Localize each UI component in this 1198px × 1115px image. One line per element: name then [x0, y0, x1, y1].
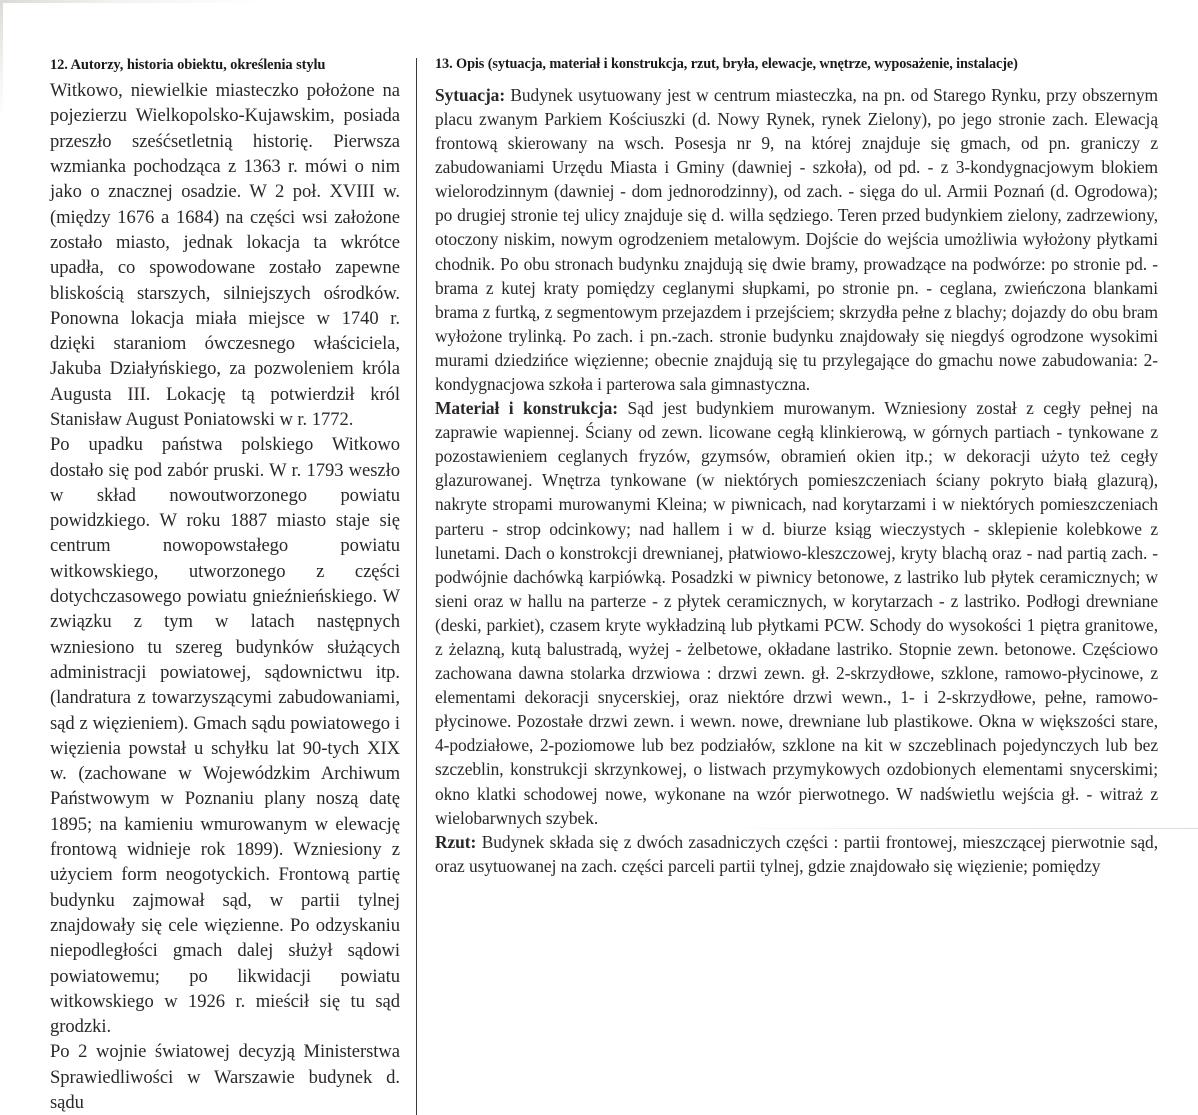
subsection-sytuacja	[435, 83, 1158, 396]
column-left-section-12	[50, 56, 416, 1115]
subsection-rzut	[435, 830, 1158, 878]
scan-edge-left	[0, 0, 3, 118]
column-right-section-13	[417, 56, 1158, 878]
subsection-rzut-text: Budynek składa się z dwóch zasadniczych części : partii frontowej, mieszczącej pierwotnie sąd, oraz usytuowanej na zach. części parceli partii tylnej, gdzie znajdowało się więzienie; pomiędzy	[435, 831, 1158, 876]
subsection-sytuacja-label: Sytuacja:	[435, 84, 506, 105]
scan-edge-top	[0, 0, 1198, 3]
subsection-material-i-konstrukcja-text: Sąd jest budynkiem murowanym. Wzniesiony został z cegły pełnej na zaprawie wapiennej. Ściany od zewn. licowane cegłą klinkierową, w górnych partiach - tynkowane z pozostawieniem ceglanych fryzów, gzymsów, obramień okien itp.; w dekoracji użyto też cegły glazurowanej. Wnętrza tynkowane (w niektórych pomieszczeniach ściany pokryto białą glazurą), nakryte stropami murowanymi Kleina; w piwnicach, nad korytarzami i w niektórych pomieszczeniach parteru - strop odcinkowy; nad hallem i w d. biurze ksiąg wieczystych - sklepienie kolebkowe z lunetami. Dach o konstrokcji drewnianej, płatwiowo-kleszczowej, kryty blachą oraz - nad partią zach. - podwójnie dachówką karpiówką. Posadzki w piwnicy betonowe, z lastriko lub płytek ceramicznych; w sieni oraz w hallu na parterze - z płytek ceramicznych, w korytarzach - z lastriko. Podłogi drewniane (deski, parkiet), czasem kryte wykładziną lub płytkami PCW. Schody do wysokości 1 piętra granitowe, z żelazną, kutą balustradą, wyżej - żelbetowe, okładane lastriko. Stopnie zewn. betonowe. Częściowo zachowana dawna stolarka drzwiowa : drzwi zewn. gł. 2-skrzydłowe, szklone, ramowo-płycinowe, z elementami dekoracji snycerskiej, oraz niektóre drzwi wewn., 1- i 2-skrzydłowe, pełne, ramowo-płycinowe. Pozostałe drzwi zewn. i wewn. nowe, drewniane lub plastikowe. Okna w większości stare, 4-podziałowe, 2-poziomowe lub bez podziałów, szklone na kit w szczeblinach pojedynczych lub bez szczeblin, konstrukcji skrzynkowej, o listwach przymykowych ozdobionych elementami snycerskimi; okno klatki schodowej nowe, wykonane na wzór pierwotnego. W nadświetlu wejścia gł. - witraż z wielobarwnych szybek.	[435, 398, 1159, 828]
subsection-material-i-konstrukcja-label: Materiał i konstrukcja:	[435, 398, 619, 419]
section-12-heading: 12. Autorzy, historia obiektu, określenia stylu	[50, 57, 326, 73]
subsection-material-i-konstrukcja	[435, 396, 1158, 830]
section-12-paragraph-1: Witkowo, niewielkie miasteczko położone na pojezierzu Wielkopolsko-Kujawskim, posiada przeszło sześćsetletnią historię. Pierwsza wzmianka pochodząca z 1363 r. mówi o nim jako o znacznej osadzie. W 2 poł. XVIII w. (między 1676 a 1684) na części wsi założone zostało miasto, jednak lokacja ta wkrótce upadła, co spowodowane zostało zapewne bliskością starszych, silniejszych ośrodków. Ponowna lokacja miała miejsce w 1740 r. dzięki staraniom ówczesnego właściciela, Jakuba Działyńskiego, za pozwoleniem króla Augusta III. Lokację tą potwierdził król Stanisław August Poniatowski w r. 1772.	[50, 80, 400, 430]
section-13-heading: 13. Opis (sytuacja, materiał i konstrukcja, rzut, bryła, elewacje, wnętrze, wyposażenie, instalacje)	[435, 56, 1018, 72]
two-column-layout	[50, 56, 1158, 1115]
subsection-rzut-label: Rzut:	[435, 831, 477, 852]
section-12-paragraph-2: Po upadku państwa polskiego Witkowo dostało się pod zabór pruski. W r. 1793 weszło w skład nowoutworzonego powiatu powidzkiego. W roku 1887 miasto staje się centrum nowopowstałego powiatu witkowskiego, utworzonego z części dotychczasowego powiatu gnieźnieńskiego. W związku z tym w latach następnych wzniesiono tu szereg budynków służących administracji powiatowej, sądownictwu itp. (landratura z towarzyszącymi zabudowaniami, sąd z więzieniem). Gmach sądu powiatowego i więzienia powstał u schyłku lat 90-tych XIX w. (zachowane w Wojewódzkim Archiwum Państwowym w Poznaniu plany noszą datę 1895; na kamieniu wmurowanym w elewację frontową widnieje rok 1899). Wzniesiony z użyciem form neogotyckich. Frontową partię budynku zajmował sąd, w partii tylnej znajdowały się cele więzienne. Po odzyskaniu niepodległości gmach dalej służył sądowi powiatowemu; po likwidacji powiatu witkowskiego w 1926 r. mieścił się tu sąd grodzki.	[50, 434, 400, 1038]
subsection-sytuacja-text: Budynek usytuowany jest w centrum miasteczka, na pn. od Starego Rynku, przy obszernym placu zwanym Parkiem Kościuszki (d. Nowy Rynek, rynek Zielony), po jego stronie zach. Elewacją frontową skierowany na wsch. Posesja nr 9, na której znajduje się gmach, od pn. graniczy z zabudowaniami Urzędu Miasta i Gminy (dawniej - szkoła), od pd. - z 3-kondygnacjowym blokiem wielorodzinnym (dawniej - dom jednorodzinny), od zach. - sięga do ul. Armii Poznań (d. Ogrodowa); po drugiej stronie tej ulicy znajduje się d. willa sędziego. Teren przed budynkiem zielony, zadrzewiony, otoczony niskim, nowym ogrodzeniem metalowym. Dojście do wejścia umożliwia wyłożony płytkami chodnik. Po obu stronach budynku znajdują się dwie bramy, prowadzące na podwórze: po stronie pd. - brama z kutej kraty pomiędzy ceglanymi słupkami, po stronie pn. - ceglana, zwieńczona blankami brama z furtką, z segmentowym przejazdem i przejściem; skrzydła pełne z blachy; dojazdy do obu bram wyłożone trylinką. Po zach. i pn.-zach. stronie budynku znajdowały się niegdyś ogrodzone wysokimi murami dziedzińce więzienne; obecnie znajdują się tu przylegające do gmachu nowe zabudowania: 2-kondygnacjowa szkoła i parterowa sala gimnastyczna.	[435, 84, 1158, 394]
section-12-paragraph-3: Po 2 wojnie światowej decyzją Ministerstwa Sprawiedliwości w Warszawie budynek d. sądu	[50, 1041, 400, 1113]
